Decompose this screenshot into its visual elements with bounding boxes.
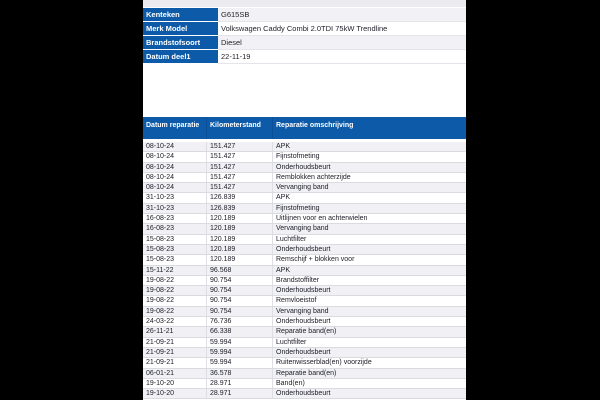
info-label: Merk Model	[143, 22, 218, 36]
kilometer-cell: 36.578	[207, 369, 273, 378]
kilometer-cell: 120.189	[207, 255, 273, 264]
table-row	[143, 276, 466, 286]
repair-date-cell: 16-08-23	[143, 224, 207, 233]
repair-date-cell: 08-10-24	[143, 152, 207, 161]
repair-date-cell: 31-10-23	[143, 193, 207, 202]
table-row	[143, 255, 466, 265]
kilometer-cell: 120.189	[207, 245, 273, 254]
table-row	[143, 338, 466, 348]
repair-date-cell: 06-01-21	[143, 369, 207, 378]
kilometer-cell: 120.189	[207, 224, 273, 233]
description-cell: Remschijf + blokken voor	[276, 256, 355, 264]
kilometer-cell: 59.994	[207, 338, 273, 347]
description-cell: Vervanging band	[276, 225, 329, 233]
description-cell: Fijnstofmeting	[276, 204, 320, 212]
column-header: Kilometerstand	[207, 117, 273, 139]
table-row	[143, 348, 466, 358]
vehicle-info-table	[143, 8, 466, 64]
kilometer-cell: 120.189	[207, 235, 273, 244]
repair-table-header	[143, 117, 466, 139]
info-label: Datum deel1	[143, 50, 218, 64]
description-cell: Reparatie band(en)	[276, 328, 337, 336]
description-cell: Luchtfilter	[276, 338, 307, 346]
kilometer-cell: 90.754	[207, 307, 273, 316]
table-row	[143, 369, 466, 379]
info-row	[143, 36, 466, 50]
info-value: Volkswagen Caddy Combi 2.0TDI 75kW Trendline	[218, 22, 466, 36]
repair-date-cell: 19-08-22	[143, 276, 207, 285]
description-cell: APK	[276, 143, 291, 150]
description-cell: Reparatie band(en)	[276, 369, 337, 377]
description-cell: Ruitenwisserblad(en) voorzijde	[276, 359, 372, 367]
table-row	[143, 389, 466, 399]
table-row	[143, 152, 466, 162]
table-row	[143, 142, 466, 152]
repair-date-cell: 08-10-24	[143, 142, 207, 151]
repair-date-cell: 15-08-23	[143, 255, 207, 264]
table-row	[143, 286, 466, 296]
kilometer-cell: 76.736	[207, 317, 273, 326]
kilometer-cell: 90.754	[207, 276, 273, 285]
info-label: Brandstofsoort	[143, 36, 218, 50]
description-cell: Luchtfilter	[276, 235, 307, 243]
repair-date-cell: 19-10-20	[143, 389, 207, 398]
repair-date-cell: 16-08-23	[143, 214, 207, 223]
description-cell: Brandstoffilter	[276, 276, 320, 284]
table-row	[143, 317, 466, 327]
description-cell: APK	[276, 266, 291, 274]
info-row	[143, 22, 466, 36]
kilometer-cell: 28.971	[207, 379, 273, 388]
description-cell: Remvloeistof	[276, 297, 317, 305]
kilometer-cell: 90.754	[207, 296, 273, 305]
table-row	[143, 214, 466, 224]
repair-date-cell: 08-10-24	[143, 183, 207, 192]
column-header: Datum reparatie	[143, 117, 207, 139]
kilometer-cell: 151.427	[207, 152, 273, 161]
repair-date-cell: 19-08-22	[143, 296, 207, 305]
repair-date-cell: 19-10-20	[143, 379, 207, 388]
info-value: Diesel	[218, 36, 466, 50]
repair-date-cell: 15-08-23	[143, 235, 207, 244]
kilometer-cell: 66.338	[207, 327, 273, 336]
repair-date-cell: 19-08-22	[143, 286, 207, 295]
kilometer-cell: 120.189	[207, 214, 273, 223]
top-strip	[143, 0, 466, 8]
description-cell: Onderhoudsbeurt	[276, 163, 331, 171]
repair-date-cell: 21-09-21	[143, 358, 207, 367]
kilometer-cell: 151.427	[207, 183, 273, 192]
table-row	[143, 307, 466, 317]
info-label: Kenteken	[143, 8, 218, 22]
info-value: 22-11-19	[218, 50, 466, 64]
table-row	[143, 358, 466, 368]
description-cell: Onderhoudsbeurt	[276, 245, 331, 253]
spacer	[143, 64, 466, 117]
repair-date-cell: 15-08-23	[143, 245, 207, 254]
description-cell: Uitlijnen voor en achterwielen	[276, 215, 368, 223]
kilometer-cell: 151.427	[207, 173, 273, 182]
table-row	[143, 245, 466, 255]
description-cell: Vervanging band	[276, 184, 329, 192]
kilometer-cell: 126.839	[207, 193, 273, 202]
table-row	[143, 379, 466, 389]
kilometer-cell: 126.839	[207, 204, 273, 213]
description-cell: Onderhoudsbeurt	[276, 318, 331, 326]
column-header: Reparatie omschrijving	[276, 122, 354, 129]
info-row	[143, 8, 466, 22]
repair-date-cell: 08-10-24	[143, 173, 207, 182]
kilometer-cell: 151.427	[207, 163, 273, 172]
repair-date-cell: 26-11-21	[143, 327, 207, 336]
kilometer-cell: 96.568	[207, 266, 273, 275]
description-cell: APK	[276, 194, 291, 202]
description-cell: Fijnstofmeting	[276, 153, 320, 161]
table-row	[143, 193, 466, 203]
kilometer-cell: 151.427	[207, 142, 273, 151]
kilometer-cell: 28.971	[207, 389, 273, 398]
repair-date-cell: 21-09-21	[143, 348, 207, 357]
info-row	[143, 50, 466, 64]
description-cell: Band(en)	[276, 379, 305, 387]
table-row	[143, 224, 466, 234]
table-row	[143, 183, 466, 193]
description-cell: Remblokken achterzijde	[276, 173, 351, 181]
description-cell: Onderhoudsbeurt	[276, 287, 331, 295]
description-cell: Onderhoudsbeurt	[276, 390, 331, 398]
table-row	[143, 266, 466, 276]
kilometer-cell: 59.994	[207, 358, 273, 367]
repair-date-cell: 08-10-24	[143, 163, 207, 172]
repair-table-body	[143, 142, 466, 399]
repair-date-cell: 24-03-22	[143, 317, 207, 326]
kilometer-cell: 59.994	[207, 348, 273, 357]
description-cell: Vervanging band	[276, 307, 329, 315]
table-row	[143, 235, 466, 245]
kilometer-cell: 90.754	[207, 286, 273, 295]
info-value: G615SB	[218, 8, 466, 22]
repair-date-cell: 21-09-21	[143, 338, 207, 347]
table-row	[143, 327, 466, 337]
table-row	[143, 163, 466, 173]
table-row	[143, 296, 466, 306]
table-row	[143, 173, 466, 183]
repair-date-cell: 31-10-23	[143, 204, 207, 213]
table-row	[143, 204, 466, 214]
content-area	[143, 0, 466, 400]
repair-date-cell: 15-11-22	[143, 266, 207, 275]
description-cell: Onderhoudsbeurt	[276, 348, 331, 356]
repair-date-cell: 19-08-22	[143, 307, 207, 316]
repair-history-table	[143, 117, 466, 399]
